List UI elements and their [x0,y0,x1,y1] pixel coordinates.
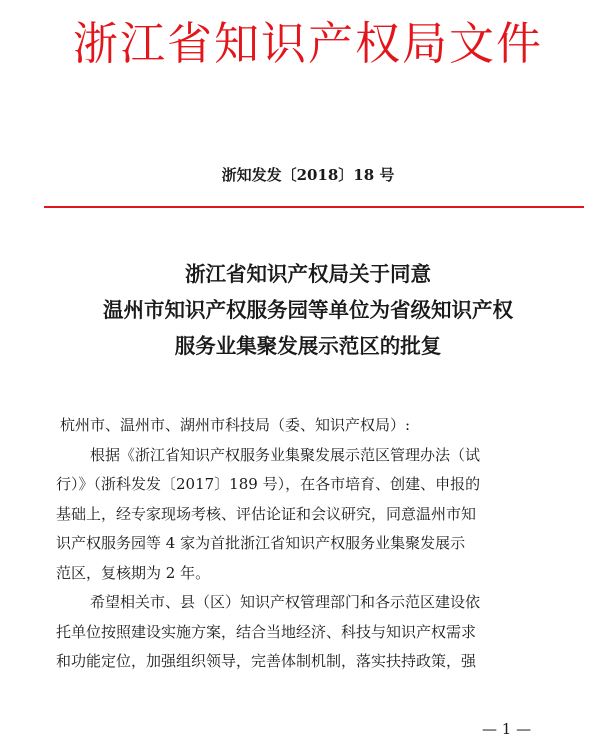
paragraph-2-line-2: 托单位按照建设实施方案，结合当地经济、科技与知识产权需求 [56,622,477,641]
paragraph-1-line-4: 识产权服务园等 4 家为首批浙江省知识产权服务业集聚发展示 [56,534,466,552]
body-paragraph-1 [56,441,576,589]
red-divider-line [44,206,584,208]
document-number: 浙知发发〔2018〕18 号 [221,166,395,184]
document-title-line-1: 浙江省知识产权局关于同意 [185,262,431,286]
page-number: — 1 — [482,720,532,738]
document-title-line-3: 服务业集聚发展示范区的批复 [174,334,442,358]
body-paragraph-2 [56,588,576,677]
paragraph-1-line-1: 根据《浙江省知识产权服务业集聚发展示范区管理办法（试 [90,445,481,464]
document-title [0,256,616,364]
paragraph-1-line-3: 基础上，经专家现场考核、评估论证和会议研究，同意温州市知 [56,504,477,523]
document-title-line-2: 温州市知识产权服务园等单位为省级知识产权 [103,298,513,322]
addressee-line: 杭州市、温州市、湖州市科技局（委、知识产权局）: [60,416,411,434]
issuing-authority-header: 浙江省知识产权局文件 [72,17,543,70]
document-body [56,411,576,677]
paragraph-2-line-1: 希望相关市、县（区）知识产权管理部门和各示范区建设依 [90,593,481,611]
paragraph-1-line-2: 行）》（浙科发发〔2017〕189 号），在各市培育、创建、申报的 [56,475,481,493]
paragraph-2-line-3: 和功能定位，加强组织领导，完善体制机制，落实扶持政策，强 [56,652,477,670]
paragraph-1-line-5: 范区，复核期为 2 年。 [56,563,211,582]
